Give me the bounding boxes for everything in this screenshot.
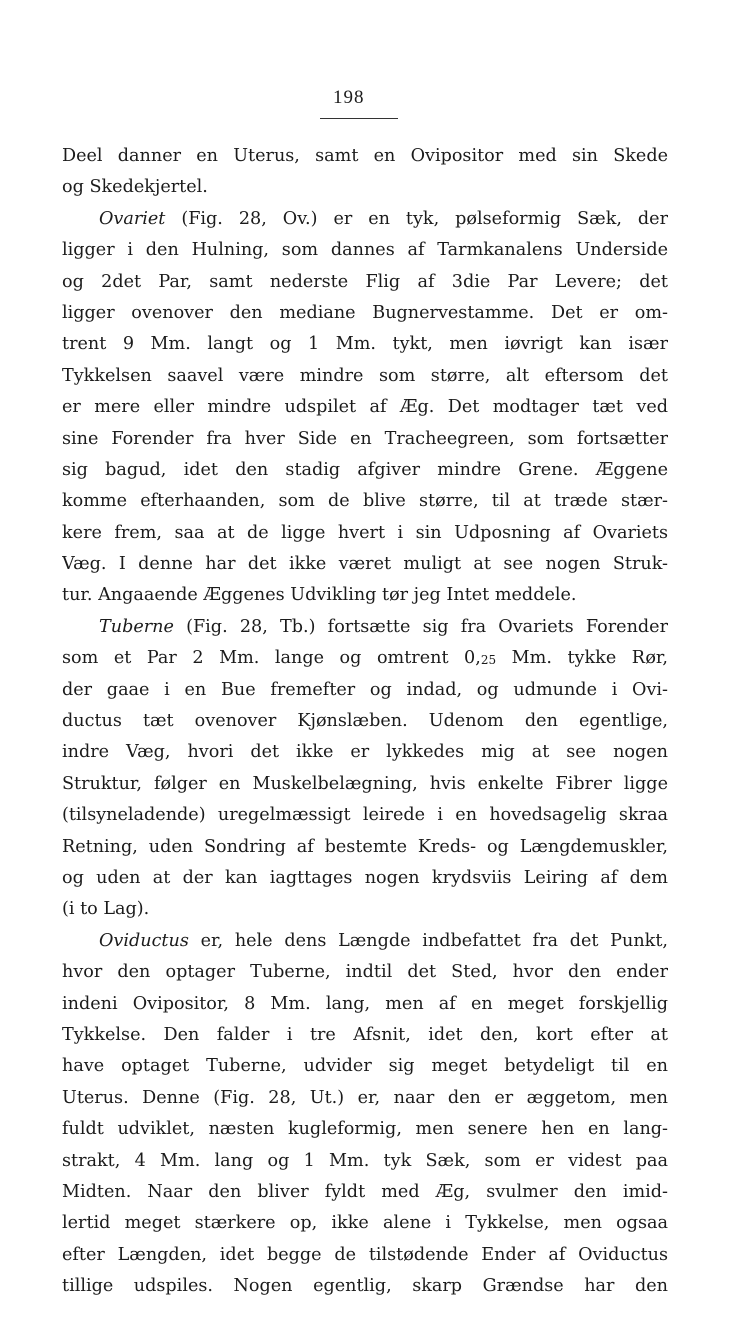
text-line: efter Længden, idet begge de tilstødende Ender af Oviductus	[62, 1244, 668, 1265]
text-line: Tykkelse. Den falder i tre Afsnit, idet den, kort efter at	[62, 1024, 668, 1045]
text-line: lertid meget stærkere op, ikke alene i Tykkelse, men ogsaa	[62, 1213, 668, 1234]
text-line: og Skedekjertel.	[62, 177, 208, 198]
text-line: Væg. I denne har det ikke været muligt at see nogen Struk-	[62, 554, 668, 575]
text-line: ductus tæt ovenover Kjønslæben. Udenom den egentlige,	[62, 711, 668, 732]
text-line: Retning, uden Sondring af bestemte Kreds- og Længdemuskler,	[62, 836, 668, 857]
text-line: strakt, 4 Mm. lang og 1 Mm. tyk Sæk, som er videst paa	[62, 1150, 668, 1171]
text-line: trent 9 Mm. langt og 1 Mm. tykt, men iøvrigt kan især	[62, 334, 668, 355]
body-text	[62, 141, 668, 1302]
text-line: Midten. Naar den bliver fyldt med Æg, svulmer den imid-	[62, 1181, 668, 1202]
text-line: Tuberne (Fig. 28, Tb.) fortsætte sig fra Ovariets Forender	[99, 616, 668, 637]
text-line: og uden at der kan iagttages nogen krydsviis Leiring af dem	[62, 867, 668, 888]
text-line: sine Forender fra hver Side en Tracheegreen, som fortsætter	[62, 428, 668, 449]
text-line: ligger ovenover den mediane Bugnervestamme. Det er om-	[62, 302, 668, 323]
text-line: er mere eller mindre udspilet af Æg. Det modtager tæt ved	[62, 397, 668, 418]
text-line: tur. Angaaende Æggenes Udvikling tør jeg Intet meddele.	[62, 585, 577, 606]
text-line: som et Par 2 Mm. lange og omtrent 0,25 Mm. tykke Rør,	[62, 648, 668, 669]
section-term: Oviductus	[99, 930, 189, 951]
text-line: Tykkelsen saavel være mindre som større, alt eftersom det	[62, 365, 668, 386]
text-line: ligger i den Hulning, som dannes af Tarmkanalens Underside	[62, 240, 668, 261]
text-line: have optaget Tuberne, udvider sig meget betydeligt til en	[62, 1056, 668, 1077]
page-number: 198	[333, 87, 365, 108]
text-line: indeni Ovipositor, 8 Mm. lang, men af en meget forskjellig	[62, 993, 668, 1014]
text-line: og 2det Par, samt nederste Flig af 3die Par Levere; det	[62, 271, 668, 292]
text-line: Deel danner en Uterus, samt en Ovipositor med sin Skede	[62, 146, 668, 166]
text-line: indre Væg, hvori det ikke er lykkedes mig at see nogen	[62, 742, 668, 763]
text-line: komme efterhaanden, som de blive større, til at træde stær-	[62, 491, 668, 512]
text-line: sig bagud, idet den stadig afgiver mindre Grene. Æggene	[62, 459, 668, 480]
text-line: fuldt udviklet, næsten kugleformig, men senere hen en lang-	[62, 1119, 668, 1140]
text-line: hvor den optager Tuberne, indtil det Sted, hvor den ender	[62, 962, 668, 983]
text-line: Uterus. Denne (Fig. 28, Ut.) er, naar den er æggetom, men	[62, 1087, 668, 1108]
page-number-rule	[320, 118, 398, 119]
text-line: tillige udspiles. Nogen egentlig, skarp Grændse har den	[62, 1276, 668, 1297]
text-line: Oviductus er, hele dens Længde indbefattet fra det Punkt,	[99, 930, 668, 951]
text-line: der gaae i en Bue fremefter og indad, og udmunde i Ovi-	[62, 679, 668, 700]
text-line: (i to Lag).	[62, 899, 150, 920]
text-line: Ovariet (Fig. 28, Ov.) er en tyk, pølseformig Sæk, der	[99, 208, 668, 229]
text-line: kere frem, saa at de ligge hvert i sin Udposning af Ovariets	[62, 522, 668, 543]
section-term: Ovariet	[99, 208, 166, 229]
text-line: (tilsyneladende) uregelmæssigt leirede i en hovedsagelig skraa	[62, 805, 668, 826]
text-line: Struktur, følger en Muskelbelægning, hvis enkelte Fibrer ligge	[62, 773, 668, 794]
section-term: Tuberne	[99, 616, 174, 637]
